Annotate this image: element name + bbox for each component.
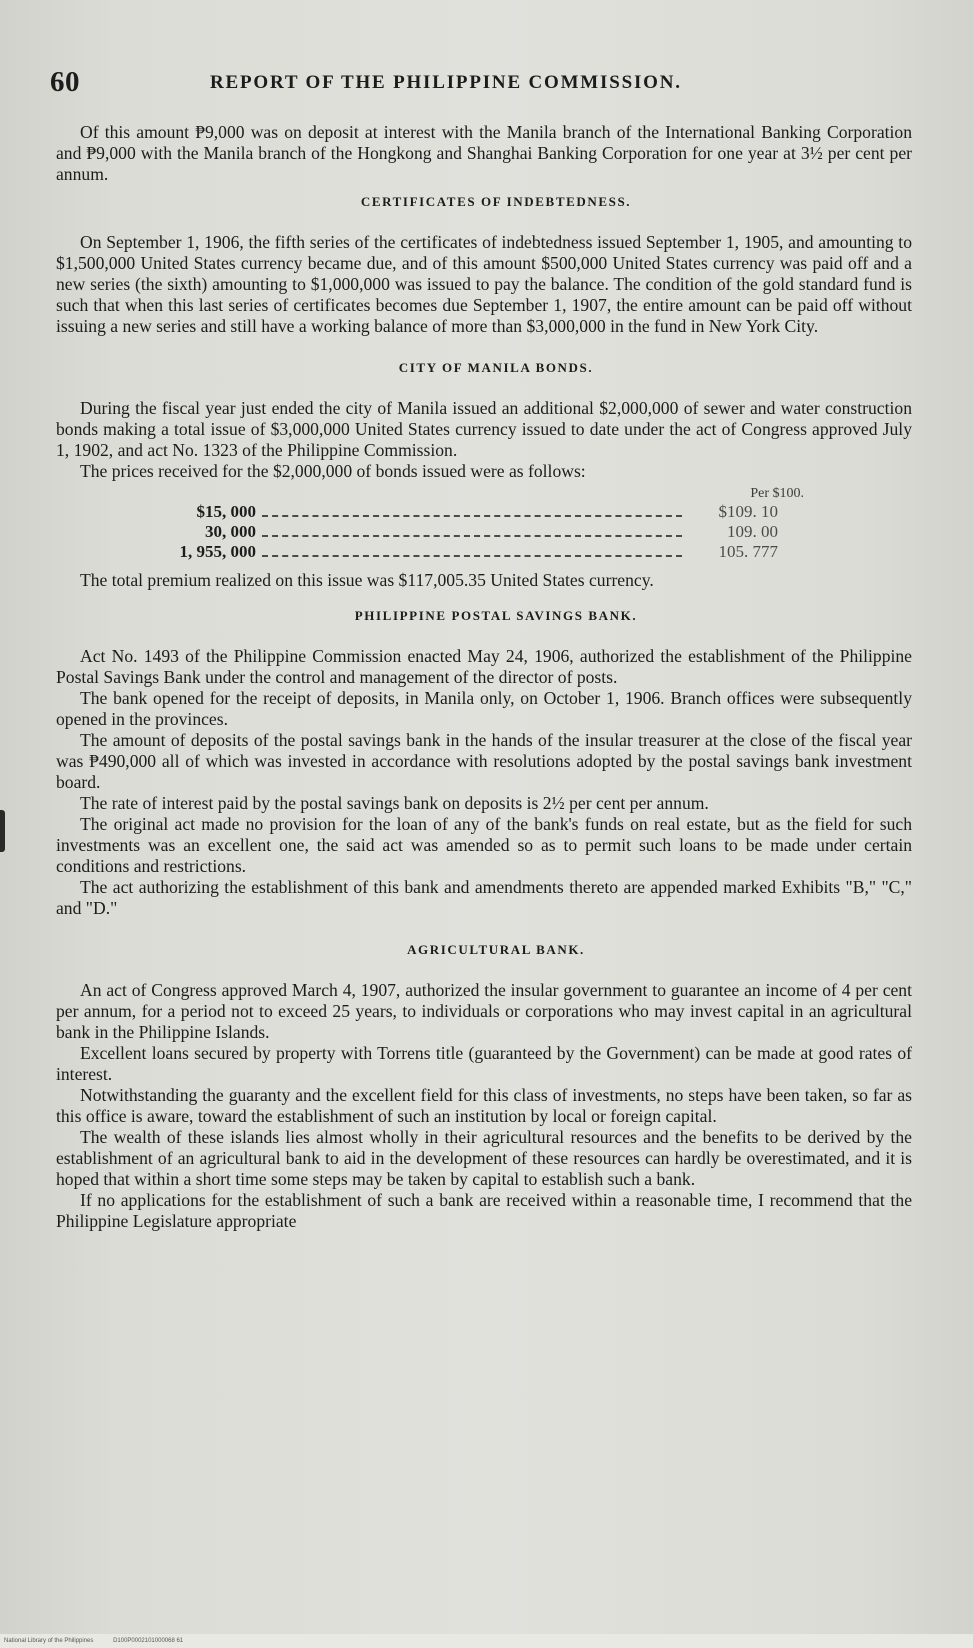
page-header bbox=[50, 66, 910, 100]
certificates-paragraph: On September 1, 1906, the fifth series of the certificates of indebtedness issued September 1, 1905, and amounting to $1,500,000 United States currency became due, and of this amount $500,000 United States currency was paid off and a new series (the sixth) amounting to $1,000,000 was issued to pay the balance. The condition of the gold standard fund is such that when this last series of certificates becomes due September 1, 1907, the entire amount can be paid off without issuing a new series and still have a working balance of more than $3,000,000 in the fund in New York City. bbox=[56, 232, 912, 336]
scan-footer bbox=[0, 1634, 973, 1648]
footer-code: D100P0002101000068 61 bbox=[113, 1638, 184, 1644]
manila-bonds-paragraph-3: The total premium realized on this issue was $117,005.35 United States currency. bbox=[80, 570, 654, 590]
dotted-leader bbox=[262, 524, 682, 537]
running-title: REPORT OF THE PHILIPPINE COMMISSION. bbox=[210, 72, 682, 93]
agricultural-bank-paragraph-5: If no applications for the establishment of such a bank are received within a reasonable time, I recommend that the Philippine Legislature appropriate bbox=[56, 1190, 912, 1231]
footer-library: National Library of the Philippines bbox=[4, 1638, 94, 1644]
bond-price-table bbox=[56, 484, 912, 562]
agricultural-bank-paragraph-3: Notwithstanding the guaranty and the excellent field for this class of investments, no steps have been taken, so far as this office is aware, toward the establishment of such an institution by local or foreign capital. bbox=[56, 1085, 912, 1126]
agricultural-bank-heading: AGRICULTURAL BANK. bbox=[407, 942, 585, 957]
binding-mark bbox=[0, 810, 5, 852]
agricultural-bank-paragraph-1: An act of Congress approved March 4, 1907, authorized the insular government to guarantee an income of 4 per cent per annum, for a period not to exceed 25 years, to individuals or corporations who may invest capital in an agricultural bank in the Philippine Islands. bbox=[56, 980, 912, 1042]
agricultural-bank-paragraph-2: Excellent loans secured by property with Torrens title (guaranteed by the Government) can be made at good rates of interest. bbox=[56, 1043, 912, 1084]
price-row-amount: 1, 955, 000 bbox=[179, 542, 256, 561]
intro-paragraph: Of this amount ₱9,000 was on deposit at interest with the Manila branch of the International Banking Corporation and ₱9,000 with the Manila branch of the Hongkong and Shanghai Banking Corporation for one year at 3½ per cent per annum. bbox=[56, 122, 912, 184]
dotted-leader bbox=[262, 544, 682, 557]
page-body bbox=[56, 122, 912, 1232]
manila-bonds-paragraph-1: During the fiscal year just ended the city of Manila issued an additional $2,000,000 of sewer and water construction bonds making a total issue of $3,000,000 United States currency issued to date under the act of Congress approved July 1, 1902, and act No. 1323 of the Philippine Commission. bbox=[56, 398, 912, 460]
postal-savings-paragraph-1: Act No. 1493 of the Philippine Commission enacted May 24, 1906, authorized the establishment of the Philippine Postal Savings Bank under the control and management of the director of posts. bbox=[56, 646, 912, 687]
price-row-amount: 30, 000 bbox=[205, 522, 256, 541]
price-row bbox=[56, 502, 912, 522]
price-row-amount: $15, 000 bbox=[196, 502, 256, 521]
dotted-leader bbox=[262, 504, 682, 517]
certificates-heading: CERTIFICATES OF INDEBTEDNESS. bbox=[360, 194, 632, 209]
postal-savings-heading: PHILIPPINE POSTAL SAVINGS BANK. bbox=[354, 608, 638, 623]
price-table-header: Per $100. bbox=[750, 486, 804, 501]
page-number: 60 bbox=[50, 66, 80, 98]
postal-savings-paragraph-6: The act authorizing the establishment of this bank and amendments thereto are appended marked Exhibits "B," "C," and "D." bbox=[56, 877, 912, 918]
price-row-value: $109. 10 bbox=[718, 502, 778, 521]
price-row bbox=[56, 542, 912, 562]
agricultural-bank-paragraph-4: The wealth of these islands lies almost wholly in their agricultural resources and the benefits to be derived by the establishment of an agricultural bank to aid in the development of these resources can hardly be overestimated, and it is hoped that within a short time some steps may be taken by capital to establish such a bank. bbox=[56, 1127, 912, 1189]
postal-savings-paragraph-4: The rate of interest paid by the postal savings bank on deposits is 2½ per cent per annum. bbox=[80, 793, 709, 813]
postal-savings-paragraph-2: The bank opened for the receipt of deposits, in Manila only, on October 1, 1906. Branch offices were subsequently opened in the provinces. bbox=[56, 688, 912, 729]
postal-savings-paragraph-5: The original act made no provision for the loan of any of the bank's funds on real estate, but as the field for such investments was an excellent one, the said act was amended so as to permit such loans to be made under certain conditions and restrictions. bbox=[56, 814, 912, 876]
price-row-value: 109. 00 bbox=[727, 522, 778, 541]
price-row bbox=[56, 522, 912, 542]
postal-savings-paragraph-3: The amount of deposits of the postal savings bank in the hands of the insular treasurer at the close of the fiscal year was ₱490,000 all of which was invested in accordance with resolutions adopted by the postal savings bank investment board. bbox=[56, 730, 912, 792]
manila-bonds-heading: CITY OF MANILA BONDS. bbox=[398, 360, 594, 375]
manila-bonds-paragraph-2: The prices received for the $2,000,000 of bonds issued were as follows: bbox=[80, 461, 586, 481]
price-row-value: 105. 777 bbox=[718, 542, 778, 561]
